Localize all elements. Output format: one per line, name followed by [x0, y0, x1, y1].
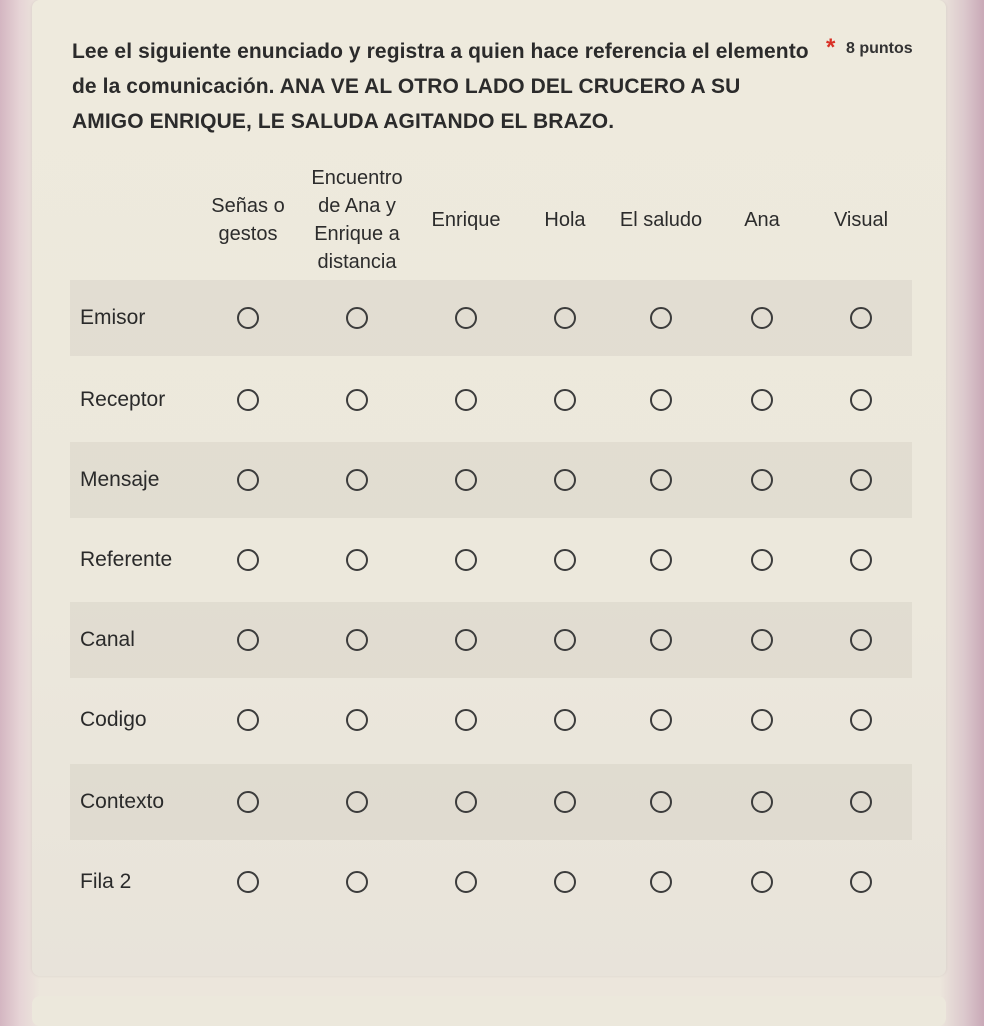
grid-row: [70, 682, 912, 758]
radio-button[interactable]: [751, 709, 773, 731]
radio-button[interactable]: [346, 469, 368, 491]
radio-button[interactable]: [346, 549, 368, 571]
radio-button[interactable]: [554, 389, 576, 411]
radio-button[interactable]: [346, 629, 368, 651]
radio-button[interactable]: [751, 307, 773, 329]
radio-button[interactable]: [650, 469, 672, 491]
radio-button[interactable]: [346, 871, 368, 893]
row-label: Contexto: [80, 790, 165, 813]
radio-button[interactable]: [237, 549, 259, 571]
radio-button[interactable]: [751, 871, 773, 893]
column-header: El saludo: [619, 209, 703, 231]
radio-button[interactable]: [455, 469, 477, 491]
radio-button[interactable]: [455, 871, 477, 893]
radio-button[interactable]: [751, 629, 773, 651]
radio-button[interactable]: [554, 307, 576, 329]
radio-button[interactable]: [554, 871, 576, 893]
radio-button[interactable]: [850, 549, 872, 571]
question-card: [32, 0, 946, 976]
radio-button[interactable]: [455, 709, 477, 731]
next-question-card: [32, 996, 946, 1026]
radio-button[interactable]: [237, 307, 259, 329]
radio-button[interactable]: [455, 389, 477, 411]
radio-button[interactable]: [850, 791, 872, 813]
row-label: Fila 2: [80, 870, 132, 893]
column-header: Encuentro de Ana y Enrique a distancia: [311, 167, 403, 273]
radio-button[interactable]: [554, 549, 576, 571]
radio-button[interactable]: [850, 709, 872, 731]
row-label: Emisor: [80, 306, 146, 329]
grid-row: [70, 522, 912, 598]
radio-button[interactable]: [850, 307, 872, 329]
grid-row: [70, 280, 912, 356]
radio-button[interactable]: [346, 389, 368, 411]
radio-button[interactable]: [650, 709, 672, 731]
radio-button[interactable]: [237, 709, 259, 731]
radio-button[interactable]: [850, 389, 872, 411]
radio-button[interactable]: [650, 791, 672, 813]
column-header: Enrique: [431, 209, 501, 231]
column-header: Ana: [744, 209, 780, 231]
row-label: Referente: [80, 548, 173, 571]
row-label: Receptor: [80, 388, 166, 411]
required-asterisk: *: [826, 34, 836, 61]
radio-button[interactable]: [237, 389, 259, 411]
radio-button[interactable]: [751, 389, 773, 411]
radio-button[interactable]: [650, 307, 672, 329]
question-text: Lee el siguiente enunciado y registra a quien hace referencia el elemento de la comunicación. ANA VE AL OTRO LADO DEL CRUCERO A SU AMIGO ENRIQUE, LE SALUDA AGITANDO EL BRAZO.: [72, 40, 809, 133]
row-label: Mensaje: [80, 468, 160, 491]
radio-button[interactable]: [850, 629, 872, 651]
radio-button[interactable]: [237, 871, 259, 893]
radio-button[interactable]: [455, 307, 477, 329]
radio-button[interactable]: [455, 629, 477, 651]
radio-button[interactable]: [455, 791, 477, 813]
radio-button[interactable]: [346, 709, 368, 731]
radio-button[interactable]: [554, 629, 576, 651]
radio-button[interactable]: [850, 469, 872, 491]
radio-button[interactable]: [850, 871, 872, 893]
radio-button[interactable]: [237, 791, 259, 813]
grid-row: [70, 362, 912, 438]
radio-button[interactable]: [650, 389, 672, 411]
radio-button[interactable]: [650, 629, 672, 651]
radio-button[interactable]: [455, 549, 477, 571]
row-label: Codigo: [80, 708, 147, 731]
grid-row: [70, 844, 912, 920]
row-label: Canal: [80, 628, 135, 651]
radio-button[interactable]: [554, 709, 576, 731]
column-header: Señas o gestos: [211, 195, 285, 245]
points-label: 8 puntos: [846, 40, 913, 57]
radio-button[interactable]: [650, 871, 672, 893]
radio-button[interactable]: [346, 791, 368, 813]
column-header: Visual: [833, 209, 889, 231]
radio-button[interactable]: [751, 791, 773, 813]
radio-button[interactable]: [751, 469, 773, 491]
radio-button[interactable]: [346, 307, 368, 329]
radio-button[interactable]: [554, 791, 576, 813]
grid-row: [70, 442, 912, 518]
radio-button[interactable]: [237, 629, 259, 651]
grid-row: [70, 602, 912, 678]
radio-button[interactable]: [237, 469, 259, 491]
radio-button[interactable]: [751, 549, 773, 571]
column-header: Hola: [544, 209, 586, 231]
radio-button[interactable]: [650, 549, 672, 571]
radio-button[interactable]: [554, 469, 576, 491]
grid-row: [70, 764, 912, 840]
